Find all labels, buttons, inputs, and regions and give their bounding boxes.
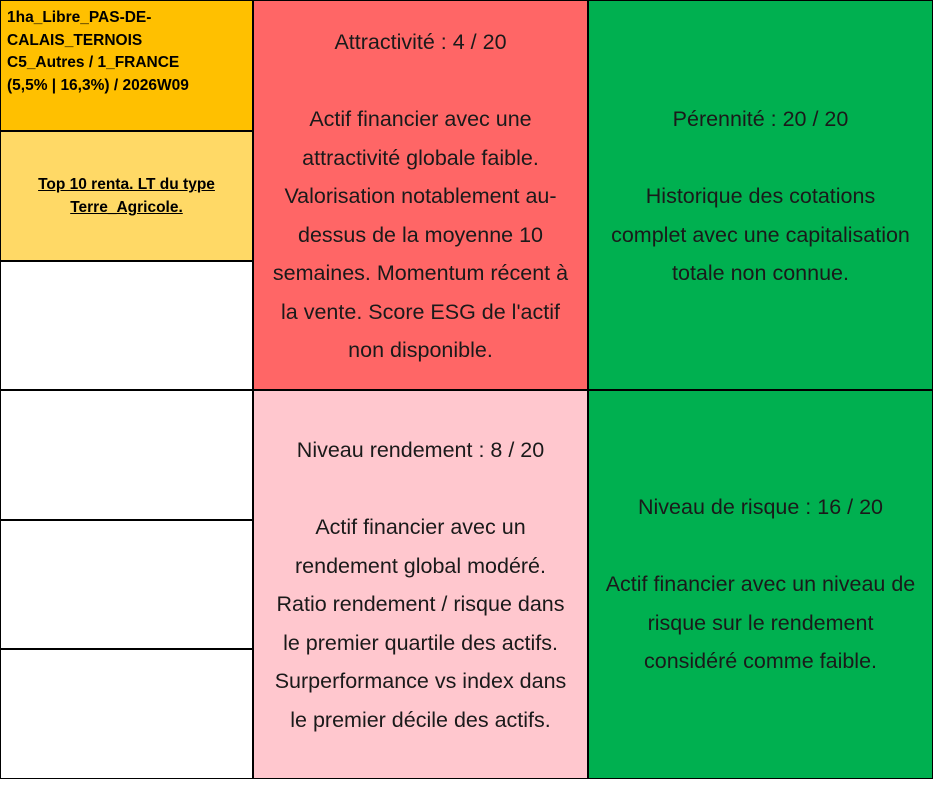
empty-cell-4 — [0, 649, 253, 779]
rendement-line: Actif financier avec un — [315, 515, 526, 539]
perennite-title: Pérennité : 20 / 20 — [672, 107, 849, 131]
attractivite-line: semaines. Momentum récent à — [272, 261, 569, 285]
perennite-line: complet avec une capitalisation — [611, 222, 910, 247]
attractivite-panel — [253, 0, 588, 390]
top10-line-1: Top 10 renta. LT du type — [38, 176, 215, 193]
asset-title-line-3: C5_Autres / 1_FRANCE — [7, 54, 180, 71]
asset-title-line-2: CALAIS_TERNOIS — [7, 31, 143, 49]
attractivite-line: dessus de la moyenne 10 — [297, 222, 544, 247]
rendement-line: le premier quartile des actifs. — [283, 630, 558, 655]
empty-cell-1 — [0, 261, 253, 390]
risque-line: considéré comme faible. — [643, 649, 878, 673]
perennite-line: Historique des cotations — [645, 184, 876, 208]
perennite-panel — [588, 0, 933, 390]
asset-title-cell — [0, 0, 253, 131]
rendement-title: Niveau rendement : 8 / 20 — [296, 438, 545, 462]
attractivite-line: Actif financier avec une — [309, 107, 532, 131]
risque-line: Actif financier avec un niveau de — [605, 572, 916, 596]
empty-cell-2 — [0, 390, 253, 520]
attractivite-title: Attractivité : 4 / 20 — [334, 30, 507, 54]
perennite-line: totale non connue. — [672, 261, 849, 285]
attractivite-line: attractivité globale faible. — [302, 145, 539, 170]
top10-label — [38, 173, 215, 219]
top10-line-2: Terre_Agricole. — [70, 199, 183, 216]
risque-title: Niveau de risque : 16 / 20 — [637, 495, 883, 519]
attractivite-line: Valorisation notablement au- — [284, 184, 557, 208]
rendement-panel — [253, 390, 588, 779]
asset-title-line-4: (5,5% | 16,3%) / 2026W09 — [7, 76, 189, 94]
risque-line: risque sur le rendement — [647, 610, 874, 635]
rendement-line: Surperformance vs index dans — [274, 669, 567, 693]
attractivite-line: la vente. Score ESG de l'actif — [281, 299, 560, 324]
top10-cell — [0, 131, 253, 261]
empty-cell-3 — [0, 520, 253, 649]
asset-title-line-1: 1ha_Libre_PAS-DE- — [7, 9, 152, 26]
risque-panel — [588, 390, 933, 779]
rendement-line: rendement global modéré. — [295, 553, 546, 578]
rendement-line: Ratio rendement / risque dans — [276, 592, 565, 616]
rendement-line: le premier décile des actifs. — [290, 707, 551, 732]
attractivite-line: non disponible. — [348, 338, 493, 362]
